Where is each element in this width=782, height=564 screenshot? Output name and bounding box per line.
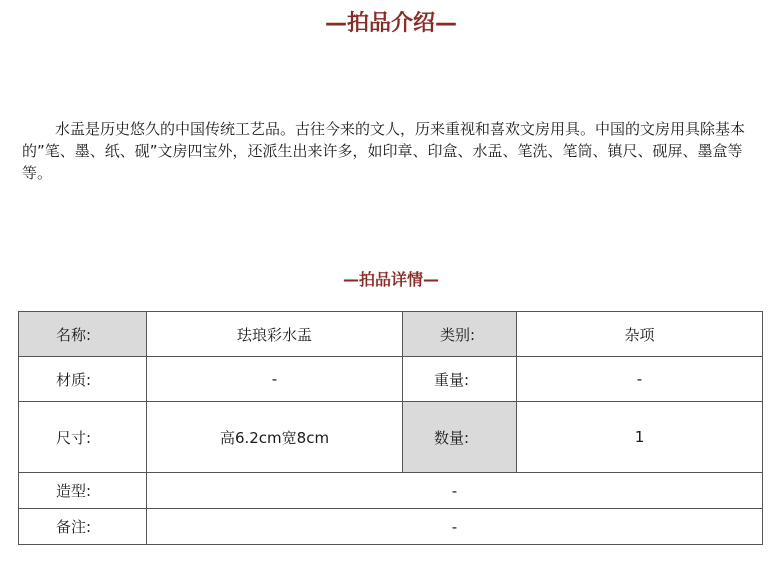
shape-label: 造型: [19, 473, 147, 509]
shape-value: - [147, 473, 763, 509]
quantity-value: 1 [517, 402, 763, 473]
page-title: —拍品介绍— [324, 11, 457, 36]
size-value: 高6.2cm宽8cm [147, 402, 403, 473]
table-row-size [19, 402, 763, 473]
details-table [18, 311, 763, 545]
table-row-name [19, 312, 763, 357]
table-row-shape [19, 473, 763, 509]
category-value: 杂项 [517, 312, 763, 357]
quantity-label: 数量: [403, 402, 517, 473]
material-label: 材质: [19, 357, 147, 402]
category-label: 类别: [403, 312, 517, 357]
intro-paragraph: 水盂是历史悠久的中国传统工艺品。古往今来的文人，历来重视和喜欢文房用具。中国的文房用具除基本的”笔、墨、纸、砚”文房四宝外，还派生出来许多，如印章、印盒、水盂、笔洗、笔筒、镇尺、砚屏、墨盒等等。 [22, 120, 746, 182]
weight-label: 重量: [403, 357, 517, 402]
name-label: 名称: [19, 312, 147, 357]
material-value: - [147, 357, 403, 402]
details-section-title: —拍品详情— [342, 270, 439, 289]
weight-value: - [517, 357, 763, 402]
name-value: 珐琅彩水盂 [147, 312, 403, 357]
table-row-material [19, 357, 763, 402]
size-label: 尺寸: [19, 402, 147, 473]
table-row-note [19, 509, 763, 545]
note-value: - [147, 509, 763, 545]
note-label: 备注: [19, 509, 147, 545]
